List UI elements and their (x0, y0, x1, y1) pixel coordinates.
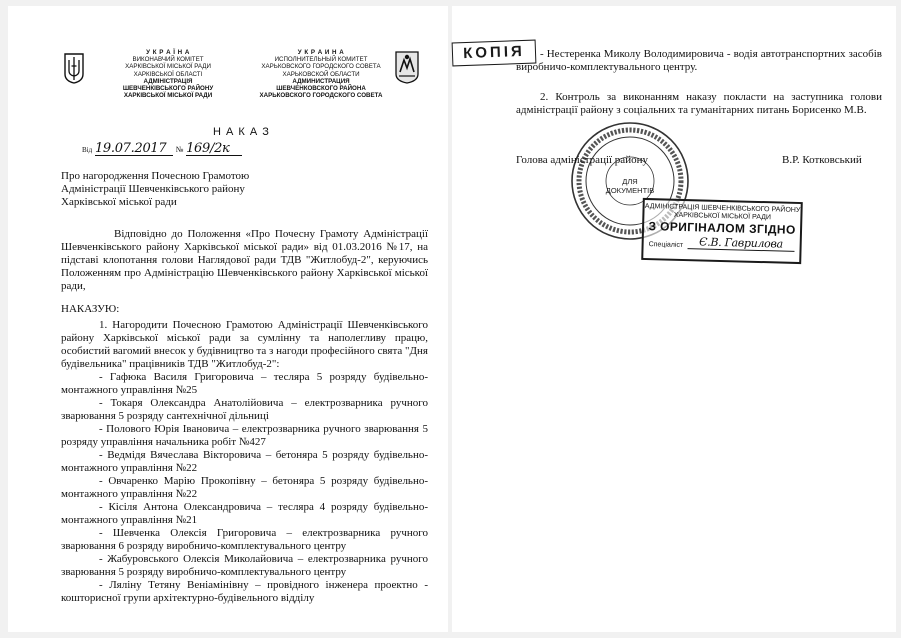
page-left (8, 6, 448, 632)
order-date: 19.07.2017 (95, 142, 173, 156)
awardee-item: - Шевченка Олексія Григоровича – електрозварника ручного зварювання 6 розряду виробничо-комплектувального центру (61, 527, 428, 552)
certify-handwritten: Є.В. Гаврилова (687, 235, 795, 252)
awardee-item: - Ведмідя Вячеслава Вікторовича – бетоняра 5 розряду будівельно-монтажного управління №22 (61, 449, 428, 474)
subject-line-2: Адміністрації Шевченківського району (61, 183, 245, 195)
header-ua: У К Р А Ї Н А ВИКОНАВЧИЙ КОМІТЕТ ХАРКІВСЬКОЇ МІСЬКОЇ РАДИ ХАРКІВСЬКОЇ ОБЛАСТІ АДМІНІСТРАЦІЯ ШЕВЧЕНКІВСЬКОГО РАЙОНУ ХАРКІВСЬКОЇ МІСЬКОЇ РАДИ (122, 49, 214, 100)
coat-of-arms-icon (63, 52, 85, 84)
awardee-item: - Овчаренко Марію Прокопівну – бетоняра 5 розряду будівельно-монтажного управління №22 (61, 475, 428, 500)
city-emblem-icon (394, 50, 420, 84)
order-word: НАКАЗУЮ: (61, 303, 120, 315)
order-item-2: 2. Контроль за виконанням наказу покласти на заступника голови адміністрації району з соціальних та гуманітарних питань Борисенко М.В. (516, 91, 882, 116)
date-prefix: Від (82, 146, 93, 154)
order-date-line (82, 142, 242, 157)
header-ru: У К Р А И Н А ИСПОЛНИТЕЛЬНЫЙ КОМИТЕТ ХАРЬКОВСКОГО ГОРОДСКОГО СОВЕТА ХАРЬКОВСКОЙ ОБЛАСТИ АДМИНИСТРАЦИЯ ШЕВЧЕНКОВСКОГО РАЙОНА ХАРЬКОВСКОГО ГОРОДСКОГО СОВЕТА (259, 49, 383, 100)
certify-stamp: АДМІНІСТРАЦІЯ ШЕВЧЕНКІВСЬКОГО РАЙОНУ ХАРКІВСЬКОЇ МІСЬКОЇ РАДИ З ОРИГІНАЛОМ ЗГІДНО Спеціаліст Є.В. Гаврилова (641, 198, 803, 264)
order-number: 169/2к (186, 142, 242, 156)
seal-center-top: ДЛЯ (622, 177, 638, 186)
page-right (452, 6, 896, 632)
number-prefix: № (175, 145, 184, 154)
order-title: Н А К А З (213, 126, 270, 138)
awardee-item: - Жабуровського Олексія Миколайовича – електрозварника ручного зварювання 5 розряду виробничо-комплектувального центру (61, 553, 428, 578)
seal-center-bottom: ДОКУМЕНТІВ (605, 186, 655, 195)
awardee-item: - Ляліну Тетяну Веніамінівну – провідного інженера проектно - кошторисної групи архітектурно-будівельного відділу (61, 579, 428, 604)
subject-line-1: Про нагородження Почесною Грамотою (61, 170, 250, 182)
subject-line-3: Харківської міської ради (61, 196, 177, 208)
awardee-item: - Гафюка Василя Григоровича – тесляра 5 розряду будівельно-монтажного управління №25 (61, 371, 428, 396)
signature-name: В.Р. Котковський (782, 154, 862, 166)
signature-position: Голова адміністрації району (516, 154, 648, 166)
awardee-continuation: - Нестеренка Миколу Володимировича - водія автотранспортних засобів виробничо-комплектувального центру. (516, 48, 882, 73)
intro-paragraph: Відповідно до Положення «Про Почесну Грамоту Адміністрації Шевченківського району Харківської міської ради» від 01.03.2016 №17, на підставі клопотання голови Наглядової ради ТДВ "Житлобуд-2", керуючись Положенням про Адміністрацію Шевченківського району Харківської міської ради, (61, 228, 428, 292)
copy-stamp: КОПІЯ (452, 40, 537, 67)
awardee-item: - Кісіля Антона Олександровича – тесляра 4 розряду будівельно-монтажного управління №21 (61, 501, 428, 526)
awardee-item: - Токаря Олександра Анатолійовича – електрозварника ручного зварювання 5 розряду сантехнічної дільниці (61, 397, 428, 422)
awardee-item: - Полового Юрія Івановича – електрозварника ручного зварювання 5 розряду управління начальника робіт №427 (61, 423, 428, 448)
order-item-1: 1. Нагородити Почесною Грамотою Адміністрації Шевченківського району Харківської міської ради за сумлінну та наполегливу працю, особистий вагомий внесок у будівництво та з нагоди професійного свята "Дня будівельника" працівників ТДВ "Житлобуд-2": (61, 319, 428, 370)
